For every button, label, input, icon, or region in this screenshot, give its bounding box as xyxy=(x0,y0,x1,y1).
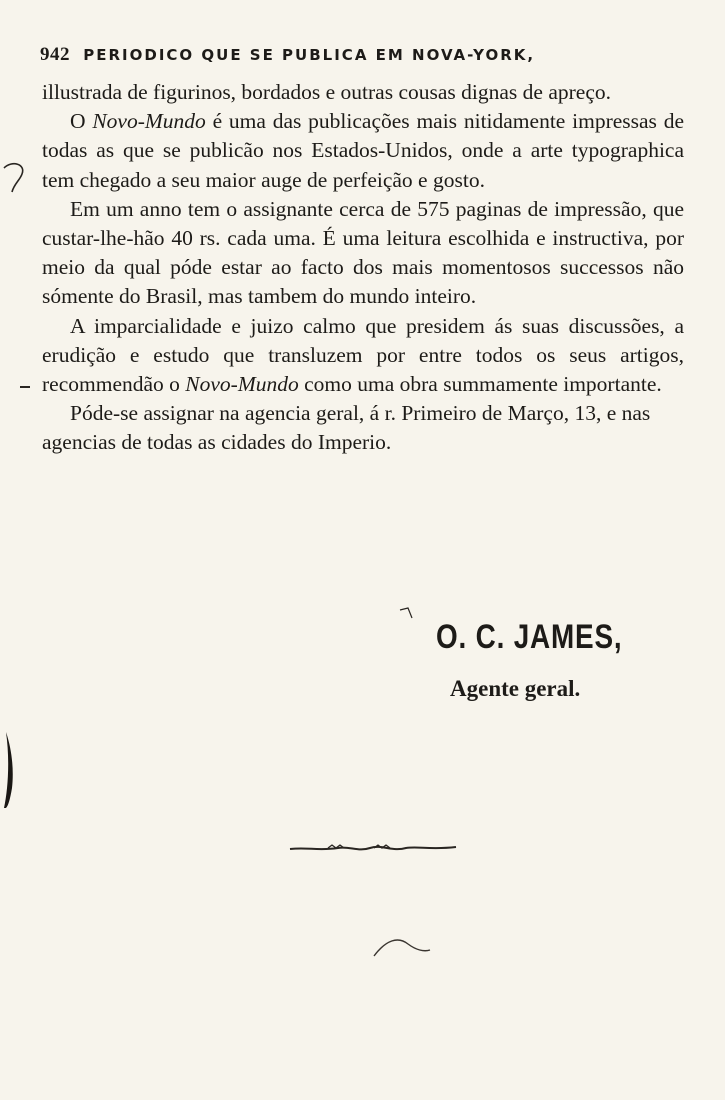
body-text xyxy=(42,78,684,458)
margin-bracket-mark xyxy=(0,160,30,194)
paragraph-continued: illustrada de figurinos, bordados e outras cousas dignas de apreço. xyxy=(42,80,611,104)
tailpiece-ornament xyxy=(288,838,458,858)
pen-tick-mark xyxy=(398,606,422,622)
paragraph-novo-mundo: O Novo-Mundo é uma das publicações mais nitidamente impressas de todas as que se publicão nos Estados-Unidos, onde a arte typographica tem chegado a seu maior auge de perfeição e gosto. xyxy=(42,109,685,192)
paragraph-agency: Póde-se assignar na agencia geral, á r. Primeiro de Março, 13, e nas agencias de todas as cidades do Imperio. xyxy=(42,401,651,455)
pen-stroke-mark xyxy=(372,934,432,960)
running-header xyxy=(40,44,700,66)
paragraph-subscription: Em um anno tem o assignante cerca de 575 paginas de impressão, que custar-lhe-hão 40 rs. cada uma. É uma leitura escolhida e instructiva, por meio da qual póde estar ao facto dos mais momentosos successos não sómente do Brasil, mas tambem do mundo inteiro. xyxy=(42,196,684,309)
margin-dash-mark xyxy=(18,383,34,391)
page-edge-shadow xyxy=(0,730,18,810)
running-title: PERIODICO QUE SE PUBLICA EM NOVA-YORK, xyxy=(83,46,536,64)
signature-name: O. C. JAMES, xyxy=(436,618,623,656)
signature-title: Agente geral. xyxy=(450,676,581,701)
paragraph-impartiality: A imparcialidade e juizo calmo que presidem ás suas discussões, a erudição e estudo que transluzem por entre todos os seus artigos, recommendão o Novo-Mundo como uma obra summamente importante. xyxy=(42,313,684,397)
publication-title: Novo-Mundo xyxy=(185,372,299,397)
page-number: 942 xyxy=(40,44,70,65)
publication-title: Novo-Mundo xyxy=(92,109,206,134)
